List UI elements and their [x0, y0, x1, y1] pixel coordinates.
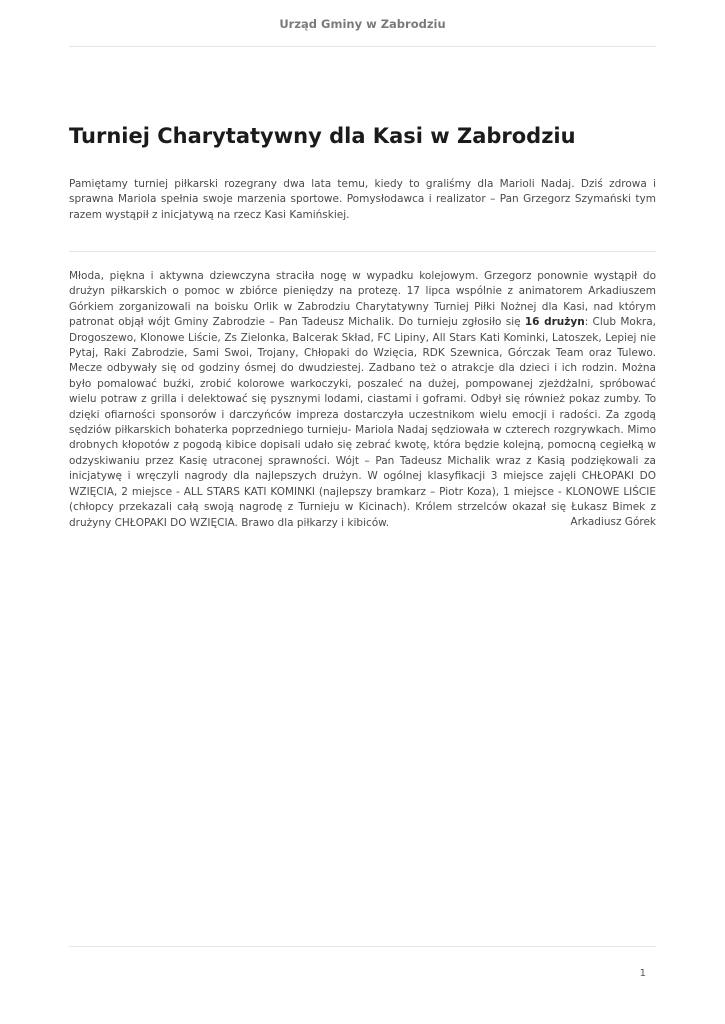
body-text-part1: Młoda, piękna i aktywna dziewczyna straciła nogę w wypadku kolejowym. Grzegorz ponownie wystąpił do drużyn piłkarskich o pomoc w zbiórce pieniędzy na protezę. 17 lipca wspólnie z animatorem Arkadiuszem Górkiem zorganizowali na boisku Orlik w Zabrodziu Charytatywny Turniej Piłki Nożnej dla Kasi, nad którym patronat objął wójt Gminy Zabrodzie – Pan Tadeusz Michalik. Do turnieju zgłosiło się [69, 270, 656, 329]
footer-divider [69, 946, 656, 947]
section-divider [69, 251, 656, 252]
site-title: Urząd Gminy w Zabrodziu [279, 17, 446, 31]
article-body [69, 269, 656, 531]
article-title: Turniej Charytatywny dla Kasi w Zabrodziu [69, 124, 576, 148]
article-author: Arkadiusz Górek [570, 516, 656, 528]
article-lead: Pamiętamy turniej piłkarski rozegrany dwa lata temu, kiedy to graliśmy dla Marioli Nadaj. Dziś zdrowa i sprawna Mariola spełnia swoje marzenia sportowe. Pomysłodawca i realizator – Pan Grzegorz Szymański tym razem wystąpił z inicjatywą na rzecz Kasi Kamińskiej. [69, 178, 656, 221]
page-number: 1 [639, 968, 646, 979]
team-count: 16 drużyn [524, 316, 585, 329]
body-text-part2: : Club Mokra, Drogoszewo, Klonowe Liście, Zs Zielonka, Balcerak Skład, FC Lipiny, All Stars Kati Kominki, Latoszek, Lepiej nie Pytaj, Raki Zabrodzie, Sami Swoi, Trojany, Chłopaki do Wzięcia, RDK Szewnica, Górczak Team oraz Tulewo. Mecze odbywały się od godziny ósmej do dwudziestej. Zadbano też o atrakcje dla dzieci i ich rodzin. Można było pomalować buźki, zrobić kolorowe warkoczyki, poszaleć na dużej, pompowanej zjeżdżalni, spróbować wielu potraw z grilla i delektować się pysznymi lodami, ciastami i goframi. Odbył się również pokaz zumby. To dzięki ofiarności sponsorów i darczyńców impreza dostarczyła uczestnikom wielu emocji i radości. Za zgodą sędziów piłkarskich bohaterka poprzedniego turnieju- Mariola Nadaj sędziowała w czterech rozgrywkach. Mimo drobnych kłopotów z pogodą kibice dopisali udało się zebrać kwotę, która będzie kolejną, pomocną cegiełką w odzyskiwaniu przez Kasię utraconej sprawności. Wójt – Pan Tadeusz Michalik wraz z Kasią podziękowali za inicjatywę i wręczyli nagrody dla najlepszych drużyn. W ogólnej klasyfikacji 3 miejsce zajęli CHŁOPAKI DO WZIĘCIA, 2 miejsce - ALL STARS KATI KOMINKI (najlepszy bramkarz – Piotr Koza), 1 miejsce - KLONOWE LIŚCIE (chłopcy przekazali całą swoją nagrodę z Turnieju w Kicinach). Królem strzelców okazał się Łukasz Bimek z drużyny CHŁOPAKI DO WZIĘCIA. Brawo dla piłkarzy i kibiców. [69, 316, 656, 529]
header-divider [69, 46, 656, 47]
